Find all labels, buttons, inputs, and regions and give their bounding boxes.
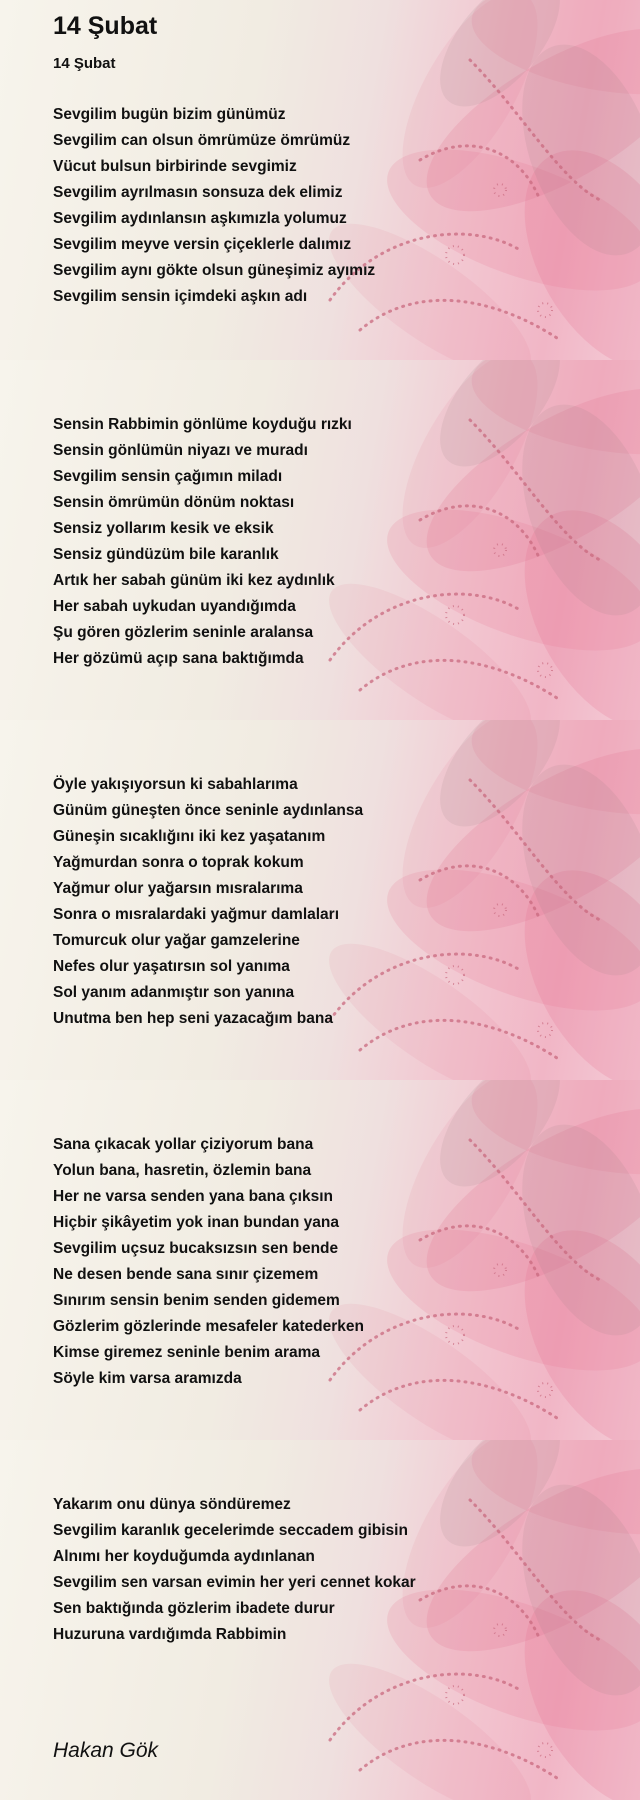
poem-line: Her ne varsa senden yana bana çıksın — [53, 1188, 333, 1205]
poem-line: Her gözümü açıp sana baktığımda — [53, 650, 304, 667]
poem-line: Artık her sabah günüm iki kez aydınlık — [53, 572, 335, 589]
poem-line: Günüm güneşten önce seninle aydınlansa — [53, 802, 364, 819]
poem-line: Sevgilim sensin çağımın miladı — [53, 468, 283, 485]
poem-subtitle: 14 Şubat — [53, 55, 116, 72]
poem-line: Sınırım sensin benim senden gidemem — [53, 1292, 340, 1309]
poem-line: Unutma ben hep seni yazacağım bana — [53, 1010, 333, 1027]
poem-line: Sevgilim sen varsan evimin her yeri cennet kokar — [53, 1574, 416, 1591]
poem-line: Sensiz gündüzüm bile karanlık — [53, 546, 279, 563]
stanza — [53, 1492, 416, 1648]
poem-line: Sevgilim aydınlansın aşkımızla yolumuz — [53, 210, 347, 227]
stanza — [53, 412, 352, 672]
poem-line: Kimse giremez seninle benim arama — [53, 1344, 321, 1361]
poem-line: Sensiz yollarım kesik ve eksik — [53, 520, 274, 537]
poem-line: Söyle kim varsa aramızda — [53, 1370, 242, 1387]
poem-line: Sevgilim aynı gökte olsun güneşimiz ayımız — [53, 262, 376, 279]
poem-line: Yağmurdan sonra o toprak kokum — [53, 854, 304, 871]
poem-line: Sana çıkacak yollar çiziyorum bana — [53, 1136, 314, 1153]
poem-title: 14 Şubat — [53, 12, 158, 40]
poem-line: Sevgilim bugün bizim günümüz — [53, 106, 286, 123]
poem-line: Sensin ömrümün dönüm noktası — [53, 494, 295, 511]
poem-line: Yolun bana, hasretin, özlemin bana — [53, 1162, 312, 1179]
poem-line: Sensin gönlümün niyazı ve muradı — [53, 442, 308, 459]
poem-line: Sensin Rabbimin gönlüme koyduğu rızkı — [53, 416, 352, 433]
poem-line: Nefes olur yaşatırsın sol yanıma — [53, 958, 290, 975]
poem-line: Şu gören gözlerim seninle aralansa — [53, 624, 314, 641]
poem-line: Yağmur olur yağarsın mısralarıma — [53, 880, 303, 897]
poem-line: Sevgilim can olsun ömrümüze ömrümüz — [53, 132, 351, 149]
poem-line: Alnımı her koyduğumda aydınlanan — [53, 1548, 315, 1565]
poem-line: Hiçbir şikâyetim yok inan bundan yana — [53, 1214, 339, 1231]
poem-line: Sol yanım adanmıştır son yanına — [53, 984, 295, 1001]
poem-line: Tomurcuk olur yağar gamzelerine — [53, 932, 300, 949]
poem-line: Yakarım onu dünya söndüremez — [53, 1496, 291, 1513]
poem-line: Sevgilim meyve versin çiçeklerle dalımız — [53, 236, 352, 253]
poem-line: Sonra o mısralardaki yağmur damlaları — [53, 906, 340, 923]
stanza — [53, 772, 363, 1032]
poem-line: Sevgilim karanlık gecelerimde seccadem gibisin — [53, 1522, 408, 1539]
poem-line: Öyle yakışıyorsun ki sabahlarıma — [53, 776, 298, 793]
poem-line: Gözlerim gözlerinde mesafeler katederken — [53, 1318, 364, 1335]
poem-line: Sevgilim uçsuz bucaksızsın sen bende — [53, 1240, 339, 1257]
poem-line: Güneşin sıcaklığını iki kez yaşatanım — [53, 828, 326, 845]
poem-author: Hakan Gök — [53, 1739, 159, 1762]
stanza — [53, 1132, 364, 1392]
stanza — [53, 102, 375, 310]
poem-line: Vücut bulsun birbirinde sevgimiz — [53, 158, 297, 175]
poem-line: Ne desen bende sana sınır çizemem — [53, 1266, 319, 1283]
poem-line: Sen baktığında gözlerim ibadete durur — [53, 1600, 335, 1617]
poem-line: Sevgilim sensin içimdeki aşkın adı — [53, 288, 308, 305]
poem-line: Her sabah uykudan uyandığımda — [53, 598, 296, 615]
poem-line: Sevgilim ayrılmasın sonsuza dek elimiz — [53, 184, 343, 201]
poem-line: Huzuruna vardığımda Rabbimin — [53, 1626, 287, 1643]
